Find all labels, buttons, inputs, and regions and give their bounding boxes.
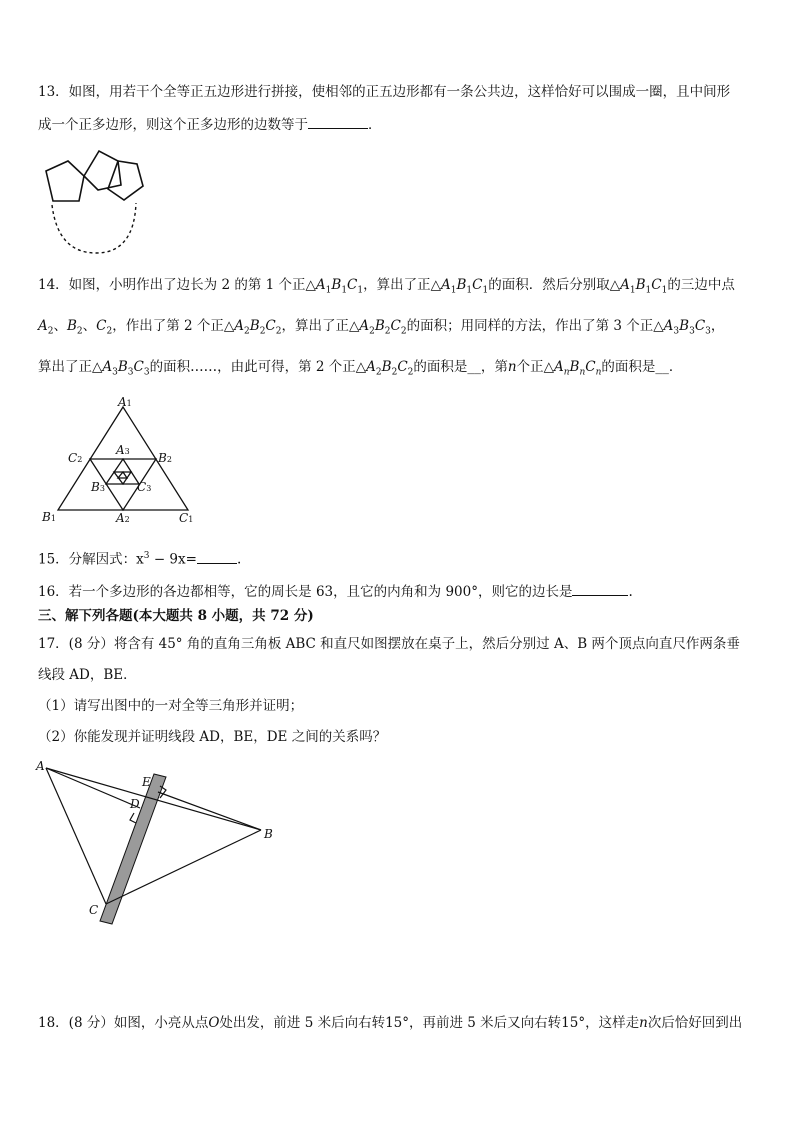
- dashed-arc: [52, 203, 136, 253]
- q17-sub1: （1）请写出图中的一对全等三角形并证明；: [38, 698, 304, 714]
- q18-line1: 18．(8 分）如图，小亮从点O处出发，前进 5 米后向右转15°，再前进 5 米后又向右转15°，这样走n次后恰好回到出: [38, 1015, 743, 1031]
- label-C3: C3: [137, 480, 152, 494]
- q15-line: 15．分解因式：$x^3 - 9x=$ .: [38, 546, 241, 570]
- q13-pentagon-figure: [38, 145, 158, 255]
- label-A1: A1: [118, 395, 132, 409]
- label-D: D: [130, 797, 140, 811]
- label-B2: B2: [158, 451, 172, 465]
- q13-line1: 13．如图，用若干个全等正五边形进行拼接，使相邻的正五边形都有一条公共边，这样恰好可以围成一圈，且中间形: [38, 84, 731, 100]
- q17-sub2: （2）你能发现并证明线段 AD，BE，DE 之间的关系吗？: [38, 729, 387, 745]
- label-A2: A2: [116, 511, 130, 525]
- q17-line1: 17．(8 分）将含有 45° 角的直角三角板 ABC 和直尺如图摆放在桌子上，然后分别过 A、B 两个顶点向直尺作两条垂: [38, 636, 740, 652]
- label-B3: B3: [91, 480, 105, 494]
- label-C1: C1: [179, 511, 194, 525]
- q13-answer-blank[interactable]: [308, 114, 368, 129]
- triangle-5: [118, 472, 127, 478]
- section3-title: 三、解下列各题(本大题共 8 小题，共 72 分): [38, 608, 314, 624]
- q16-answer-blank[interactable]: [572, 581, 628, 596]
- q14-line3: 算出了正$\triangle A_3B_3C_3$的面积……，由此可得，第 2 个正$\triangle A_2B_2C_2$的面积是__，第n个正$\triangle A_nB_nC_n$的面积是__．: [38, 359, 683, 378]
- q14-line1: 14．如图，小明作出了边长为 2 的第 1 个正$\triangle A_1B_1C_1$，算出了正$\triangle A_1B_1C_1$的面积．然后分别取$\triangle A_1B_1C_1$的三边中点: [38, 277, 735, 296]
- label-A3: A3: [116, 443, 130, 457]
- q15-answer-blank[interactable]: [197, 549, 237, 564]
- q17-figure: [36, 758, 286, 928]
- pentagon-left-shape: [46, 161, 84, 201]
- label-C2: C2: [68, 451, 83, 465]
- pentagon-right: [108, 161, 143, 200]
- label-C: C: [89, 903, 99, 917]
- q16-line: 16．若一个多边形的各边都相等，它的周长是 63，且它的内角和为 900°，则它的边长是 .: [38, 581, 633, 602]
- label-A: A: [36, 759, 45, 773]
- q14-triangle-figure: [38, 395, 208, 528]
- q13-line2: 成一个正多边形，则这个正多边形的边数等于 ．: [38, 114, 382, 135]
- q17-line2: 线段 AD，BE．: [38, 667, 137, 683]
- label-B: B: [264, 827, 273, 841]
- label-B1: B1: [42, 510, 56, 524]
- q14-line2: $A_2$、$B_2$、$C_2$，作出了第 2 个正$\triangle A_2B_2C_2$，算出了正$\triangle A_2B_2C_2$的面积；用同样的方法，作出了第 3 个正$\triangle A_3B_3C_3$，: [38, 318, 725, 337]
- label-E: E: [142, 775, 151, 789]
